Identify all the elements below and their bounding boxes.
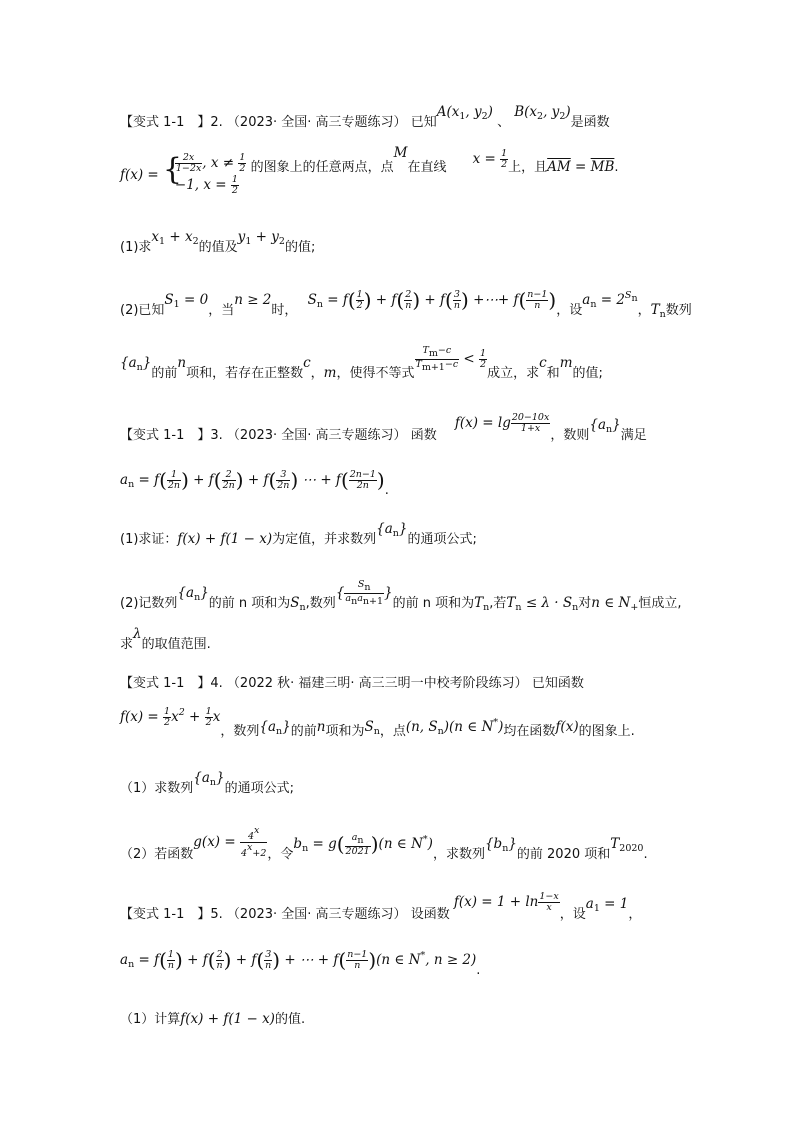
problem-source: （2022 秋· 福建三明· 高三三明一中校考阶段练习）	[226, 676, 528, 691]
problem-5-part-1: （1）计算f(x) + f(1 − x)的值.	[120, 1011, 306, 1027]
problem-2-part-2: (2)已知$S_1 = 0$，当n ≥ 2时， $S_n = f$( $\frac{1}{2}$ ) + f( $\frac{2}{n}$ ) + f( $\frac{3}{n}$ ) +⋯+ f( $\frac{n-1}{n}$ )，设$a_n = 2^{Sn}$，$T_n$数列	[120, 288, 692, 320]
problem-4-part-1: （1）求数列$\{a_n\}$的通项公式;	[120, 770, 295, 796]
problem-source: （2023· 全国· 高三专题练习）	[226, 428, 407, 443]
problem-tag: 【变式 1-1 】3.	[120, 428, 223, 443]
problem-source: （2023· 全国· 高三专题练习）	[226, 115, 407, 130]
problem-5-sequence: $a_n = f$( $\frac{1}{n}$ ) + f( $\frac{2}{n}$ ) + f( $\frac{3}{n}$ ) + ⋯ + f( $\frac{n-1}{n}$ )(n ∈ N*, n ≥ 2).	[120, 948, 481, 978]
point-m: M	[393, 145, 408, 161]
problem-2-heading: 【变式 1-1 】2. （2023· 全国· 高三专题练习） 已知$A(x_1$, $y_2$) 、 $B(x_2$, $y_2$)是函数	[120, 104, 610, 130]
problem-source: （2023· 全国· 高三专题练习）	[226, 907, 407, 922]
problem-tag: 【变式 1-1 】2.	[120, 115, 223, 130]
piecewise-function: f(x) = { $\frac{2x}{1-2x}$ , x ≠ $\frac{1}{2}$ −1, x = $\frac{1}{2}$ 的图象上的任意两点，点M在直线 x = $\frac{1}{2}$ 上，且$\overline{AM} = \overline{MB}$.	[120, 145, 619, 196]
problem-3-part-2-cont: 求λ的取值范围.	[120, 626, 211, 652]
problem-4-heading: 【变式 1-1 】4. （2022 秋· 福建三明· 高三三明一中校考阶段练习） 已知函数	[120, 676, 584, 691]
point-b: $B(x_2$, $y_2$)	[514, 104, 571, 122]
problem-tag: 【变式 1-1 】4.	[120, 676, 223, 691]
point-a: $A(x_1$, $y_2$)	[436, 104, 493, 122]
problem-5-heading: 【变式 1-1 】5. （2023· 全国· 高三专题练习） 设函数 f(x) = 1 + ln $\frac{1-x}{x}$ ，设$a_1 = 1$，	[120, 891, 642, 922]
problem-3-part-1: (1)求证：f(x) + f(1 − x)为定值，并求数列$\{a_n\}$的通项公式;	[120, 521, 477, 547]
problem-2-part-1: (1)求$x_1 + x_2$的值及$y_1 + y_2$的值;	[120, 229, 316, 255]
problem-tag: 【变式 1-1 】5.	[120, 907, 223, 922]
problem-2-part-2-cont: $\{a_n\}$的前n项和，若存在正整数c，m，使得不等式 $\frac{Tm-c}{Tm+1-c}$ < $\frac{1}{2}$ 成立，求c和m的值;	[120, 345, 603, 381]
problem-4-part-2: （2）若函数g(x) = $\frac{4x}{4x+2}$ ，令$b_n = g$( $\frac{an}{2021}$ )(n ∈ N*)，求数列$\{b_n\}$的前 2020 项和$T_{2020}$.	[120, 825, 648, 862]
problem-3-part-2: (2)记数列$\{a_n\}$的前 n 项和为$S_n$,数列{ $\frac{Sn}{\text{anan+1}}$ }的前 n 项和为$T_n$,若$T_n \le \lambda \cdot S_n$对n ∈ $N_+$恒成立,	[120, 579, 682, 613]
problem-3-sequence: $a_n = f$( $\frac{1}{2n}$ ) + f( $\frac{2}{2n}$ ) + f( $\frac{3}{2n}$ ) ⋯ + f( $\frac{2n-1}{2n}$ ).	[120, 468, 389, 498]
problem-3-heading: 【变式 1-1 】3. （2023· 全国· 高三专题练习） 函数 f(x) = lg $\frac{20-10x}{1+x}$ ，数则$\{a_n\}$满足	[120, 412, 647, 443]
problem-4-function: f(x) = $\frac{1}{2}$ $x^2$ + $\frac{1}{2}$ x，数列$\{a_n\}$的前n项和为$S_n$，点(n, $S_n)(n$ ∈ N*)均在函数f(x)的图象上.	[120, 706, 635, 739]
